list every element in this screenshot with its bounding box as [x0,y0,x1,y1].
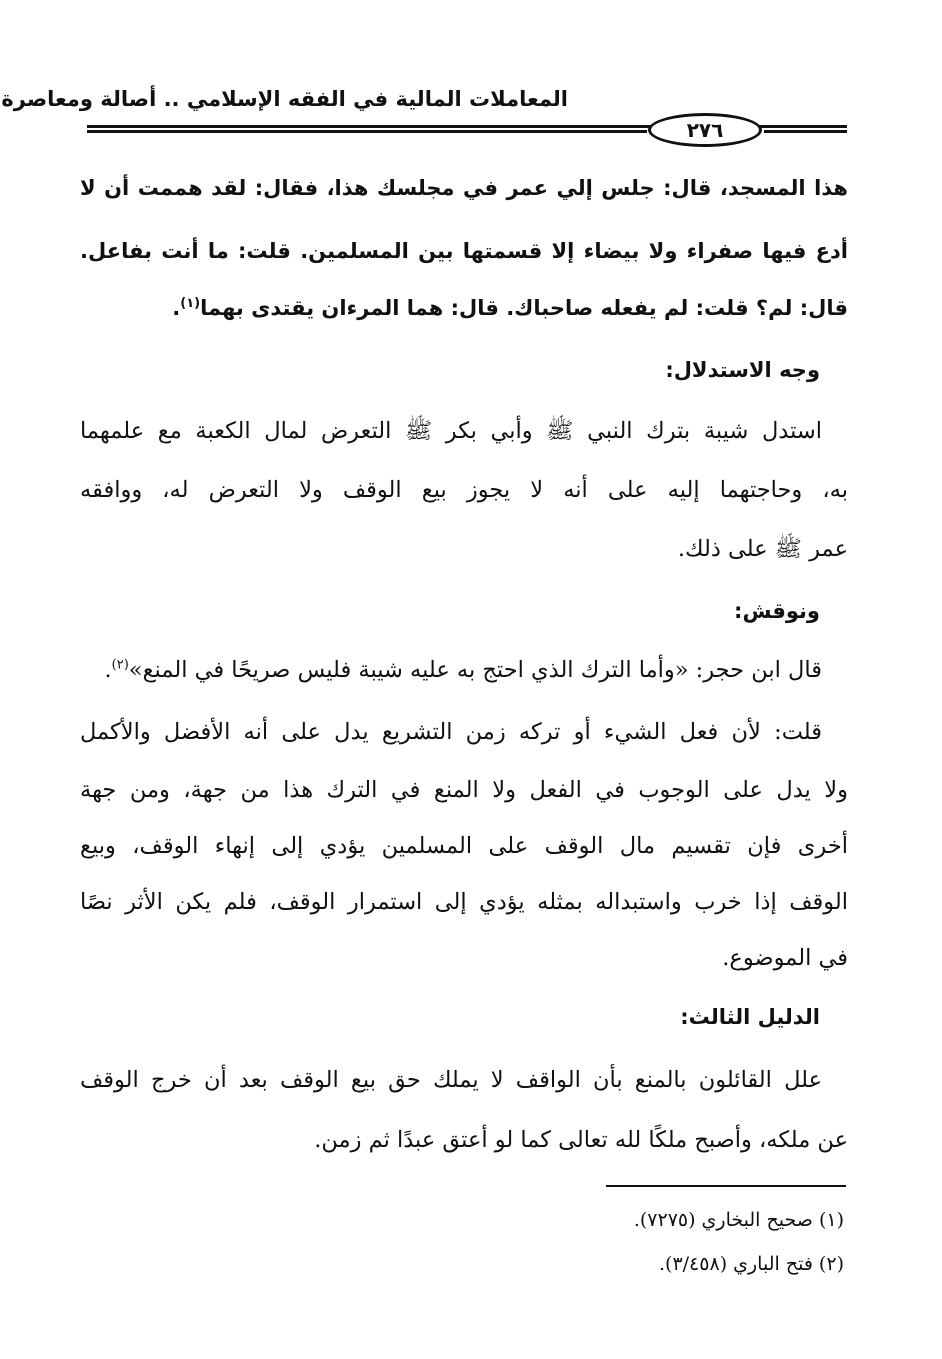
footnote-separator [606,1185,846,1187]
section-heading-istidlal: وجه الاستدلال: [665,358,820,382]
paragraph-line: أدع فيها صفراء ولا بيضاء إلا قسمتها بين المسلمين. قلت: ما أنت بفاعل. [80,239,848,263]
line-text: قال ابن حجر: «وأما الترك الذي احتج به عليه شيبة فليس صريحًا في المنع» [128,657,822,683]
footnote-ref: (٢) [111,657,129,673]
footnote-1: (١) صحيح البخاري (٧٢٧٥). [633,1209,844,1231]
line-end: . [172,296,181,320]
section-heading-dalil: الدليل الثالث: [680,1005,820,1029]
paragraph-line: عمر ﷺ على ذلك. [677,536,848,562]
footnote-2: (٢) فتح الباري (٣/٤٥٨). [659,1253,844,1275]
header-rule-bottom-right [764,130,847,133]
paragraph-line: علل القائلون بالمنع بأن الواقف لا يملك حق بيع الوقف بعد أن خرج الوقف [80,1067,822,1093]
page-number-badge: ٢٧٦ [648,113,762,147]
line-text: قال: لم؟ قلت: لم يفعله صاحباك. قال: هما المرءان يقتدى بهما [200,296,848,320]
paragraph-line: الوقف إذا خرب واستبداله بمثله يؤدي إلى استمرار الوقف، فلم يكن الأثر نصًا [80,889,848,915]
paragraph-line: أخرى فإن تقسيم مال الوقف على المسلمين يؤدي إلى إنهاء الوقف، وبيع [80,833,848,859]
paragraph-line [80,290,848,326]
paragraph-line: ولا يدل على الوجوب في الفعل ولا المنع في الترك هذا من جهة، ومن جهة [80,777,848,803]
header-rule-bottom-left [87,130,647,133]
footnote-ref: (١) [180,296,201,311]
paragraph-line: استدل شيبة بترك النبي ﷺ وأبي بكر ﷺ التعرض لمال الكعبة مع علمهما [80,418,822,444]
line-end: . [104,657,112,683]
paragraph-line: في الموضوع. [722,945,848,971]
running-header-title: المعاملات المالية في الفقه الإسلامي .. أصالة ومعاصرة [1,87,568,111]
paragraph-line: هذا المسجد، قال: جلس إلي عمر في مجلسك هذا، فقال: لقد هممت أن لا [80,176,848,200]
paragraph-line: عن ملكه، وأصبح ملكًا لله تعالى كما لو أعتق عبدًا ثم زمن. [314,1127,848,1153]
paragraph-line: به، وحاجتهما إليه على أنه لا يجوز بيع الوقف ولا التعرض له، ووافقه [80,477,848,503]
paragraph-line [80,652,848,688]
paragraph-line: قلت: لأن فعل الشيء أو تركه زمن التشريع يدل على أنه الأفضل والأكمل [80,719,822,745]
section-heading-nuqish: ونوقش: [734,599,820,623]
